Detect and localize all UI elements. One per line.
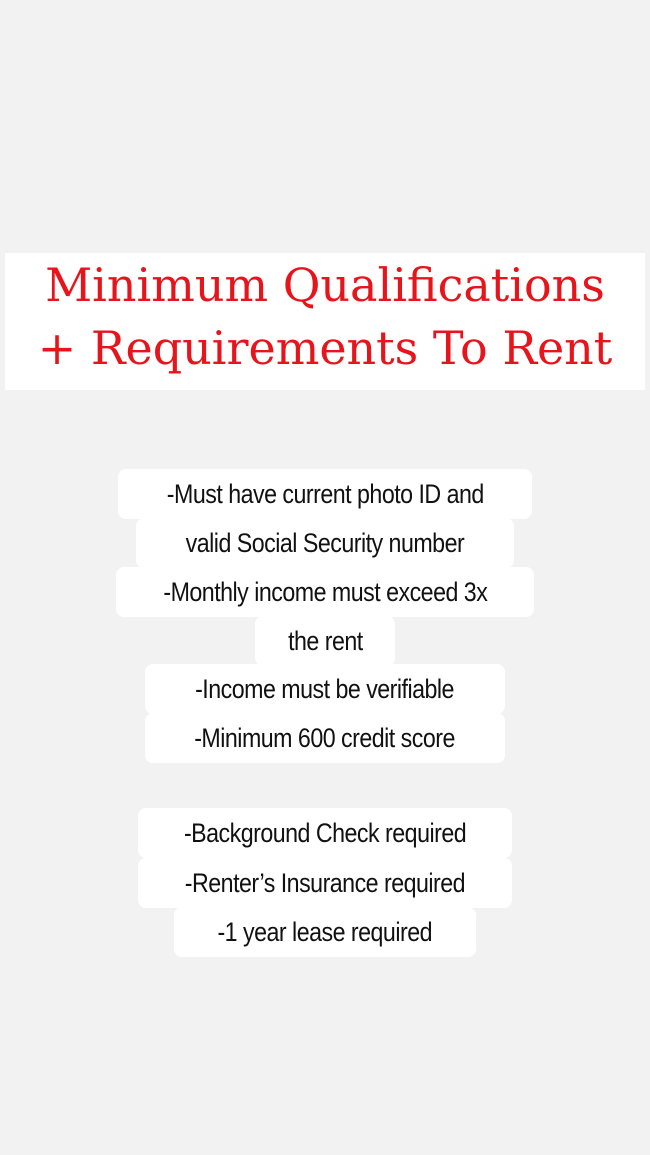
requirement-line: -1 year lease required bbox=[174, 907, 476, 957]
requirement-line: -Renter’s Insurance required bbox=[138, 858, 512, 908]
title-line-2: + Requirements To Rent bbox=[37, 321, 613, 375]
requirement-line: -Monthly income must exceed 3x bbox=[116, 567, 534, 617]
requirement-line: -Must have current photo ID and bbox=[118, 469, 532, 519]
title-banner bbox=[5, 253, 645, 390]
requirement-line: -Income must be verifiable bbox=[145, 664, 505, 714]
requirement-line: the rent bbox=[255, 616, 395, 666]
requirement-line: -Background Check required bbox=[138, 808, 512, 858]
requirement-line: -Minimum 600 credit score bbox=[145, 713, 505, 763]
title-line-1: Minimum Qualifications bbox=[45, 258, 605, 312]
requirement-line: valid Social Security number bbox=[136, 518, 514, 568]
